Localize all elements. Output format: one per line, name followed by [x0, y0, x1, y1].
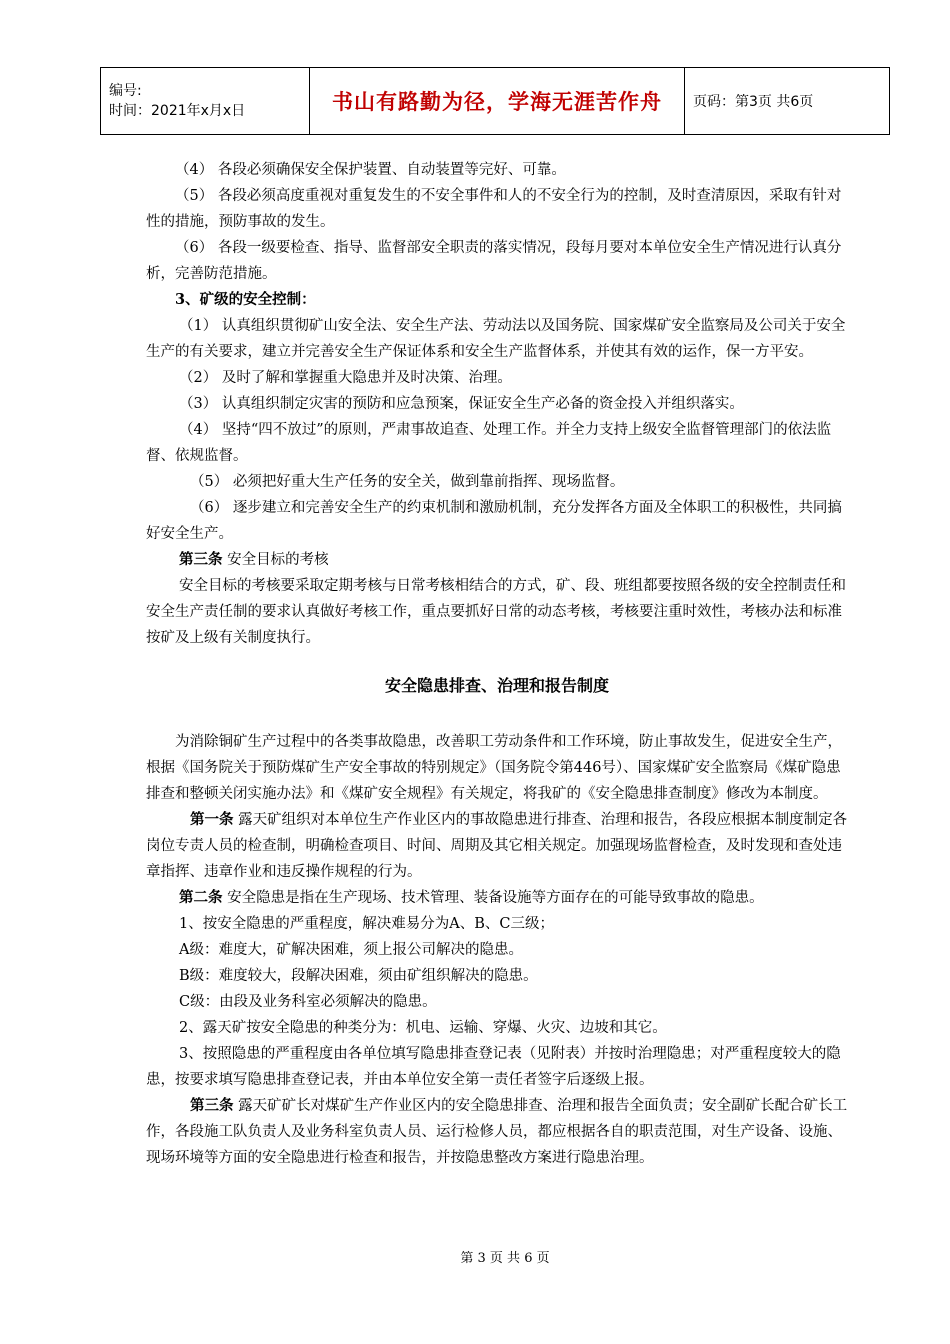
- article-label: 第一条: [190, 811, 234, 828]
- article-label: 第三条: [179, 551, 223, 568]
- list-item: 2、露天矿按安全隐患的种类分为：机电、运输、穿爆、火灾、边坡和其它。: [179, 1020, 667, 1036]
- document-number-label: 编号:: [109, 83, 142, 99]
- paragraph: 安全目标的考核要采取定期考核与日常考核相结合的方式，矿、段、班组都要按照各级的安全控制责任和安全生产责任制的要求认真做好考核工作，重点要抓好日常的动态考核，考核要注重时效性，考核办法和标准按矿及上级有关制度执行。: [146, 578, 846, 646]
- paragraph: （5） 各段必须高度重视对重复发生的不安全事件和人的不安全行为的控制，及时查清原因，采取有针对性的措施，预防事故的发生。: [146, 188, 842, 230]
- article-body: 露天矿组织对本单位生产作业区内的事故隐患进行排查、治理和报告，各段应根据本制度制定各岗位专责人员的检查制，明确检查项目、时间、周期及其它相关规定。加强现场监督检查，及时发现和查处违章指挥、违章作业和违反操作规程的行为。: [146, 812, 848, 880]
- article-body: 露天矿矿长对煤矿生产作业区内的安全隐患排查、治理和报告全面负责；安全副矿长配合矿长工作，各段施工队负责人及业务科室负责人员、运行检修人员，都应根据各自的职责范围，对生产设备、设施、现场环境等方面的安全隐患进行检查和报告，并按隐患整改方案进行隐患治理。: [146, 1098, 848, 1166]
- subsection-heading: 3、矿级的安全控制：: [175, 291, 316, 308]
- paragraph: （5） 必须把好重大生产任务的安全关，做到靠前指挥、现场监督。: [190, 474, 625, 490]
- paragraph: （2） 及时了解和掌握重大隐患并及时决策、治理。: [179, 370, 512, 386]
- paragraph: （3） 认真组织制定灾害的预防和应急预案，保证安全生产必备的资金投入并组织落实。: [179, 396, 744, 412]
- article-label: 第三条: [190, 1097, 234, 1114]
- paragraph: （6） 逐步建立和完善安全生产的约束机制和激励机制，充分发挥各方面及全体职工的积极性，共同搞好安全生产。: [146, 500, 842, 542]
- paragraph: （6） 各段一级要检查、指导、监督部安全职责的落实情况，段每月要对本单位安全生产情况进行认真分析，完善防范措施。: [146, 240, 842, 282]
- header-motto: 书山有路勤为径，学海无涯苦作舟: [310, 68, 685, 135]
- article-paragraph: [146, 1093, 848, 1171]
- paragraph: 为消除铜矿生产过程中的各类事故隐患，改善职工劳动条件和工作环境，防止事故发生，促进安全生产，根据《国务院关于预防煤矿生产安全事故的特别规定》（国务院令第446号）、国家煤矿安全监察局《煤矿隐患排查和整顿关闭实施办法》和《煤矿安全规程》有关规定，将我矿的《安全隐患排查制度》修改为本制度。: [146, 734, 842, 802]
- article-title: 安全目标的考核: [222, 552, 329, 568]
- paragraph: （4） 坚持“四不放过”的原则，严肃事故追查、处理工作。并全力支持上级安全监督管理部门的依法监督、依规监督。: [146, 422, 832, 464]
- article-heading: [146, 547, 848, 573]
- page-footer: 第 3 页 共 6 页: [460, 1251, 550, 1266]
- document-body: [146, 157, 848, 1171]
- list-item: C级：由段及业务科室必须解决的隐患。: [179, 994, 437, 1010]
- article-body: 安全隐患是指在生产现场、技术管理、装备设施等方面存在的可能导致事故的隐患。: [222, 890, 764, 906]
- paragraph: （4） 各段必须确保安全保护装置、自动装置等完好、可靠。: [175, 162, 566, 178]
- section-title: 安全隐患排查、治理和报告制度: [384, 676, 609, 695]
- list-item: 3、按照隐患的严重程度由各单位填写隐患排查登记表（见附表）并按时治理隐患；对严重程度较大的隐患，按要求填写隐患排查登记表，并由本单位安全第一责任者签字后逐级上报。: [146, 1046, 841, 1088]
- paragraph: （1） 认真组织贯彻矿山安全法、安全生产法、劳动法以及国务院、国家煤矿安全监察局及公司关于安全生产的有关要求，建立并完善安全生产保证体系和安全生产监督体系，并使其有效的运作，保一方平安。: [146, 318, 846, 360]
- list-item: A级：难度大，矿解决困难，须上报公司解决的隐患。: [179, 942, 523, 958]
- article-paragraph: [146, 807, 848, 885]
- article-label: 第二条: [179, 889, 223, 906]
- header-meta: [101, 68, 310, 135]
- article-paragraph: [146, 885, 848, 911]
- document-header: [100, 67, 890, 135]
- list-item: B级：难度较大，段解决困难，须由矿组织解决的隐患。: [179, 968, 538, 984]
- header-page-info: 页码：第3页 共6页: [685, 68, 890, 135]
- document-time-label: 时间：2021年x月x日: [109, 103, 246, 119]
- list-item: 1、按安全隐患的严重程度，解决难易分为A、B、C三级；: [179, 916, 554, 932]
